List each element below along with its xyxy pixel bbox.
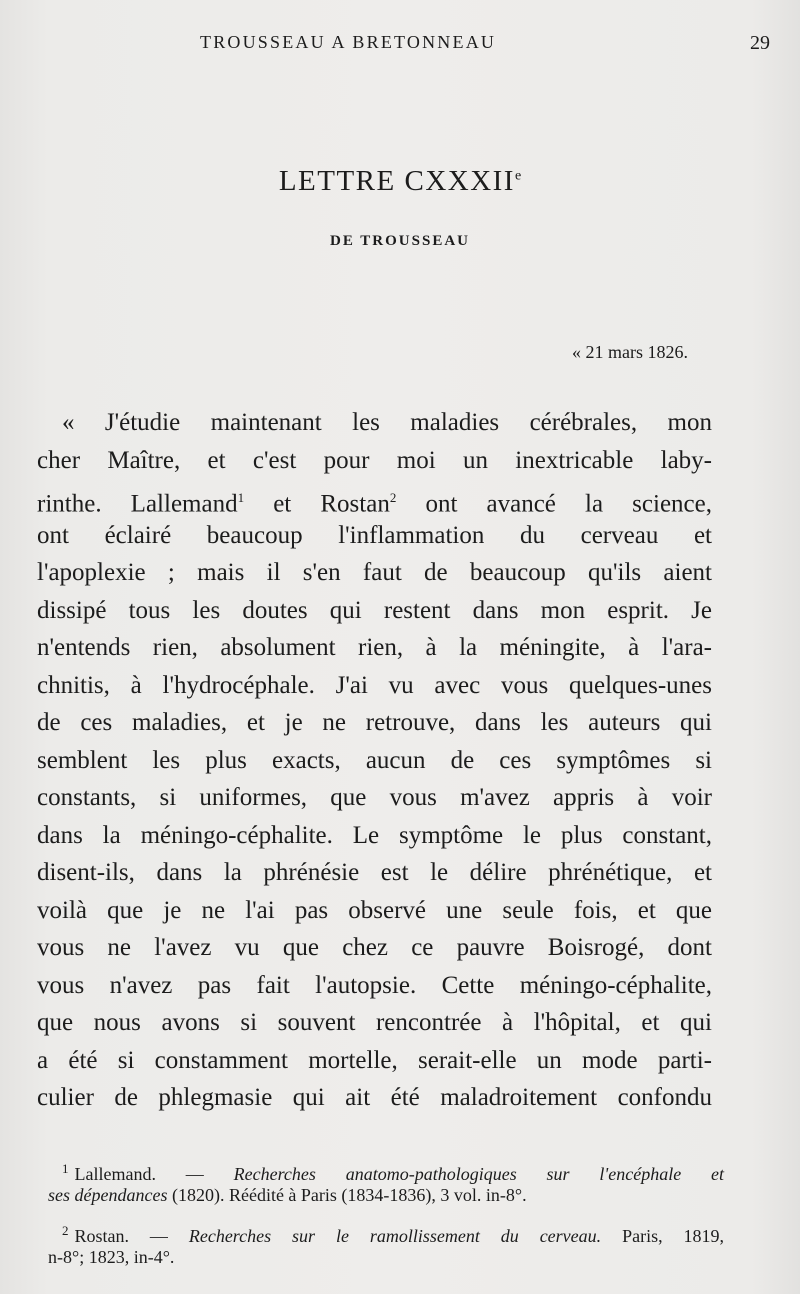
- footnote-2-title: Recherches sur le ramollissement du cerveau.: [188, 1226, 602, 1246]
- body-line: l'apoplexie ; mais il s'en faut de beaucoup qu'ils aient: [37, 559, 712, 586]
- letter-subtitle: DE TROUSSEAU: [329, 233, 470, 249]
- body-text-segment: et Rostan: [244, 490, 390, 518]
- body-line-with-footnote-markers: [37, 479, 712, 517]
- footnote-2-continuation: n-8°; 1823, in-4°.: [48, 1247, 175, 1267]
- body-line: dissipé tous les doutes qui restent dans mon esprit. Je: [37, 596, 712, 624]
- body-line: vous ne l'avez vu que chez ce pauvre Boisrogé, dont: [37, 934, 712, 961]
- footnote-1-number: 1: [62, 1161, 69, 1176]
- footnote-1-continuation: [48, 1182, 724, 1208]
- body-line: « J'étudie maintenant les maladies cérébrales, mon: [62, 409, 712, 436]
- footnote-1-title-cont: ses dépendances: [48, 1185, 168, 1205]
- footnote-1-author: Lallemand. —: [74, 1164, 204, 1184]
- letter-title: [0, 165, 800, 198]
- page-number: 29: [750, 32, 770, 54]
- body-line: culier de phlegmasie qui ait été maladroitement confondu: [37, 1084, 712, 1111]
- footnote-2-author: Rostan. —: [74, 1226, 168, 1246]
- body-line: a été si constamment mortelle, serait-elle un mode parti-: [37, 1046, 712, 1074]
- body-line: cher Maître, et c'est pour moi un inextricable laby-: [37, 446, 712, 474]
- footnote-2: [48, 1218, 724, 1244]
- body-text-segment: rinthe. Lallemand: [37, 490, 238, 518]
- body-line: vous n'avez pas fait l'autopsie. Cette méningo-céphalite,: [37, 971, 712, 999]
- footnote-marker-1: 1: [237, 490, 245, 505]
- body-line: que nous avons si souvent rencontrée à l'hôpital, et qui: [37, 1009, 712, 1036]
- letter-title-superscript: e: [514, 168, 522, 184]
- footnote-2-rest: Paris, 1819,: [601, 1226, 725, 1246]
- body-line: semblent les plus exacts, aucun de ces symptômes si: [37, 746, 712, 774]
- footnote-1-title: Recherches anatomo-pathologiques sur l'encéphale et: [233, 1164, 724, 1184]
- footnote-1: [48, 1156, 724, 1182]
- letter-date: « 21 mars 1826.: [572, 342, 688, 362]
- body-line: constants, si uniformes, que vous m'avez appris à voir: [37, 784, 712, 811]
- running-title: TROUSSEAU A BRETONNEAU: [200, 32, 497, 52]
- body-line: voilà que je ne l'ai pas observé une seule fois, et que: [37, 896, 712, 924]
- footnote-marker-2: 2: [389, 490, 397, 505]
- body-text-segment: ont avancé la science,: [396, 490, 712, 518]
- footnote-1-rest: (1820). Réédité à Paris (1834-1836), 3 vol. in-8°.: [167, 1185, 527, 1205]
- body-line: disent-ils, dans la phrénésie est le délire phrénétique, et: [37, 859, 712, 886]
- footnotes: [48, 1156, 724, 1270]
- body-line: chnitis, à l'hydrocéphale. J'ai vu avec vous quelques-unes: [37, 671, 712, 699]
- body-line: de ces maladies, et je ne retrouve, dans les auteurs qui: [37, 709, 712, 736]
- body-line: dans la méningo-céphalite. Le symptôme le plus constant,: [37, 821, 712, 849]
- body-line: ont éclairé beaucoup l'inflammation du cerveau et: [37, 521, 712, 549]
- letter-title-text: LETTRE CXXXII: [278, 165, 515, 197]
- footnote-2-number: 2: [62, 1223, 69, 1238]
- body-line: n'entends rien, absolument rien, à la méningite, à l'ara-: [37, 634, 712, 661]
- letter-body: [37, 404, 712, 1117]
